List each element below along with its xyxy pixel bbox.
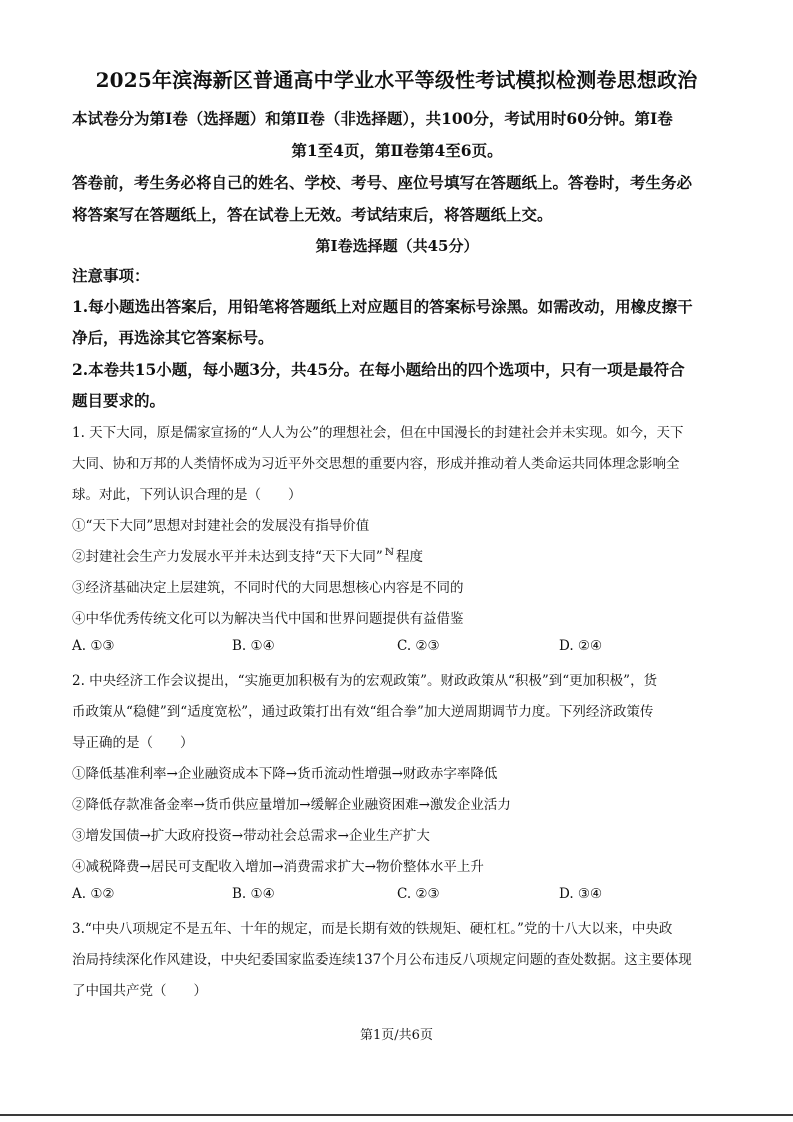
exam-title: 2025年滨海新区普通高中学业水平等级性考试模拟检测卷思想政治 xyxy=(95,68,698,92)
q1-statement-4: ④中华优秀传统文化可以为解决当代中国和世界问题提供有益借鉴 xyxy=(72,611,464,627)
page-footer: 第1页/共6页 xyxy=(360,1028,433,1043)
note-1-line-1: 1.每小题选出答案后，用铅笔将答题纸上对应题目的答案标号涂黑。如需改动，用橡皮擦干 xyxy=(72,297,693,316)
q2-options xyxy=(72,886,722,906)
bottom-divider xyxy=(0,1114,793,1116)
notes-heading: 注意事项： xyxy=(72,266,150,285)
q1-option-d[interactable]: D. ②④ xyxy=(559,638,603,654)
note-1-line-2: 净后，再选涂其它答案标号。 xyxy=(72,328,274,347)
q2-statement-2: ②降低存款准备金率→货币供应量增加→缓解企业融资困难→激发企业活力 xyxy=(72,797,511,813)
q1-statement-3: ③经济基础决定上层建筑，不同时代的大同思想核心内容是不同的 xyxy=(72,580,464,596)
q1-option-c[interactable]: C. ②③ xyxy=(397,638,440,654)
intro-line-3: 答卷前，考生务必将自己的姓名、学校、考号、座位号填写在答题纸上。答卷时，考生务必 xyxy=(72,173,693,192)
q1-stem-line-3: 球。对此，下列认识合理的是（ ） xyxy=(72,487,302,503)
q1-statement-2-text: ②封建社会生产力发展水平并未达到支持“天下大同” xyxy=(72,549,383,565)
q3-stem-line-2: 治局持续深化作风建设，中央纪委国家监委连续137个月公布违反八项规定问题的查处数据。这主要体现 xyxy=(72,952,692,968)
q1-options xyxy=(72,638,722,658)
note-2-line-1: 2.本卷共15小题，每小题3分，共45分。在每小题给出的四个选项中，只有一项是最符合 xyxy=(72,360,685,379)
intro-line-4: 将答案写在答题纸上，答在试卷上无效。考试结束后，将答题纸上交。 xyxy=(72,205,553,224)
q2-option-a[interactable]: A. ①② xyxy=(72,886,115,902)
q1-statement-2 xyxy=(72,545,724,565)
q1-stem-line-1: 1. 天下大同，原是儒家宣扬的“人人为公”的理想社会，但在中国漫长的封建社会并未实现。如今，天下 xyxy=(72,425,684,441)
q2-stem-line-3: 导正确的是（ ） xyxy=(72,735,194,751)
q1-statement-2-tail: 程度 xyxy=(395,549,423,565)
q3-stem-line-1: 3.“中央八项规定不是五年、十年的规定，而是长期有效的铁规矩、硬杠杠。”党的十八大以来，中央政 xyxy=(72,921,673,937)
q1-stem-line-2: 大同、协和万邦的人类情怀成为习近平外交思想的重要内容，形成并推动着人类命运共同体理念影响全 xyxy=(72,456,680,472)
intro-line-1: 本试卷分为第Ⅰ卷（选择题）和第Ⅱ卷（非选择题），共100分，考试用时60分钟。第Ⅰ卷 xyxy=(72,109,673,128)
q2-statement-3: ③增发国债→扩大政府投资→带动社会总需求→企业生产扩大 xyxy=(72,828,430,844)
section-title: 第Ⅰ卷选择题（共45分） xyxy=(315,237,479,255)
note-2-line-2: 题目要求的。 xyxy=(72,391,166,410)
intro-line-2: 第1至4页，第Ⅱ卷第4至6页。 xyxy=(291,141,503,160)
q2-option-c[interactable]: C. ②③ xyxy=(397,886,440,902)
q3-stem-line-3: 了中国共产党（ ） xyxy=(72,983,207,999)
q2-option-b[interactable]: B. ①④ xyxy=(232,886,275,902)
q2-option-d[interactable]: D. ③④ xyxy=(559,886,603,902)
q1-statement-1: ①“天下大同”思想对封建社会的发展没有指导价值 xyxy=(72,518,370,534)
q2-stem-line-1: 2. 中央经济工作会议提出，“实施更加积极有为的宏观政策”。财政政策从“积极”到“更加积极”，货 xyxy=(72,673,658,689)
q2-statement-4: ④减税降费→居民可支配收入增加→消费需求扩大→物价整体水平上升 xyxy=(72,859,484,875)
q2-statement-1: ①降低基准利率→企业融资成本下降→货币流动性增强→财政赤字率降低 xyxy=(72,766,498,782)
stray-glyph: ℕ xyxy=(384,547,394,558)
q1-option-b[interactable]: B. ①④ xyxy=(232,638,275,654)
q2-stem-line-2: 币政策从“稳健”到“适度宽松”，通过政策打出有效“组合拳”加大逆周期调节力度。下列经济政策传 xyxy=(72,704,654,720)
q1-option-a[interactable]: A. ①③ xyxy=(72,638,115,654)
